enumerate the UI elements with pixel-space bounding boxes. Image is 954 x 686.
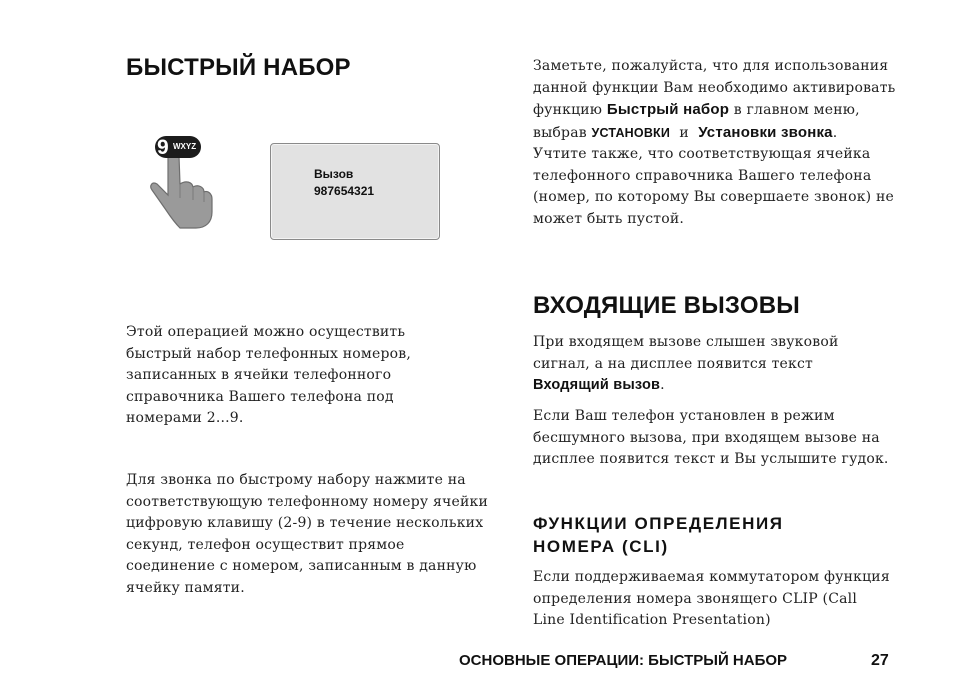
incoming-call-description: При входящем вызове слышен звуковой сигнал, а на дисплее появится текст Входящий вызов. [533, 334, 839, 393]
incoming-text: При входящем вызове слышен звуковой сигнал, а на дисплее появится текст [533, 334, 839, 372]
section-title-incoming-calls: ВХОДЯЩИЕ ВЫЗОВЫ [533, 292, 800, 319]
note-intro: Заметьте, пожалуйста, что для использования данной функции Вам необходимо активировать функцию [533, 58, 896, 118]
note-and: и [679, 124, 689, 141]
display-line-call: Вызов [314, 167, 354, 181]
section-title-speed-dial: БЫСТРЫЙ НАБОР [126, 54, 351, 81]
note-tail: Учтите также, что соответствующая ячейка телефонного справочника Вашего телефона (номер, по которому Вы совершаете звонок) не может быть пустой. [533, 146, 894, 227]
silent-mode-description: Если Ваш телефон установлен в режим бесшумного вызова, при входящем вызове на дисплее появится текст и Вы услышите гудок. [533, 408, 889, 467]
menu-call-settings: Установки звонка [698, 123, 833, 141]
hand-pressing-key-illustration [146, 132, 216, 232]
section-title-cli: ФУНКЦИИ ОПРЕДЕЛЕНИЯ НОМЕРА (CLI) [533, 514, 784, 556]
key-letters: WXYZ [173, 142, 197, 151]
speed-dial-instructions: Для звонка по быстрому набору нажмите на соответствующую телефонному номеру ячейки цифровую клавишу (2-9) в течение нескольких секунд, телефон осуществит прямое соединение с номером, записанным в данную ячейку памяти. [126, 472, 488, 596]
display-line-number: 987654321 [314, 184, 375, 198]
cli-description: Если поддерживаемая коммутатором функция определения номера звонящего CLIP (Call Line Identification Presentation) [533, 569, 890, 628]
key-digit: 9 [157, 136, 169, 159]
note-mid: в главном меню, выбрав [533, 102, 860, 141]
footer-section-title: ОСНОВНЫЕ ОПЕРАЦИИ: БЫСТРЫЙ НАБОР [459, 652, 788, 669]
page-number: 27 [871, 652, 889, 669]
menu-settings: УСТАНОВКИ [591, 125, 671, 140]
incoming-display-text: Входящий вызов [533, 377, 661, 393]
phone-display [270, 143, 440, 240]
activation-note: Заметьте, пожалуйста, что для использования данной функции Вам необходимо активировать функцию Быстрый набор в главном меню, выбрав УСТАНОВКИ и Установки звонка. Учтите также, что соответствующая ячейка телефонного справочника Вашего телефона (номер, по которому Вы совершаете звонок) не может быть пустой. [533, 58, 896, 227]
speed-dial-description: Этой операцией можно осуществить быстрый набор телефонных номеров, записанных в ячейки телефонного справочника Вашего телефона под номерами 2...9. [126, 324, 411, 426]
menu-item-speed-dial: Быстрый набор [606, 101, 730, 118]
